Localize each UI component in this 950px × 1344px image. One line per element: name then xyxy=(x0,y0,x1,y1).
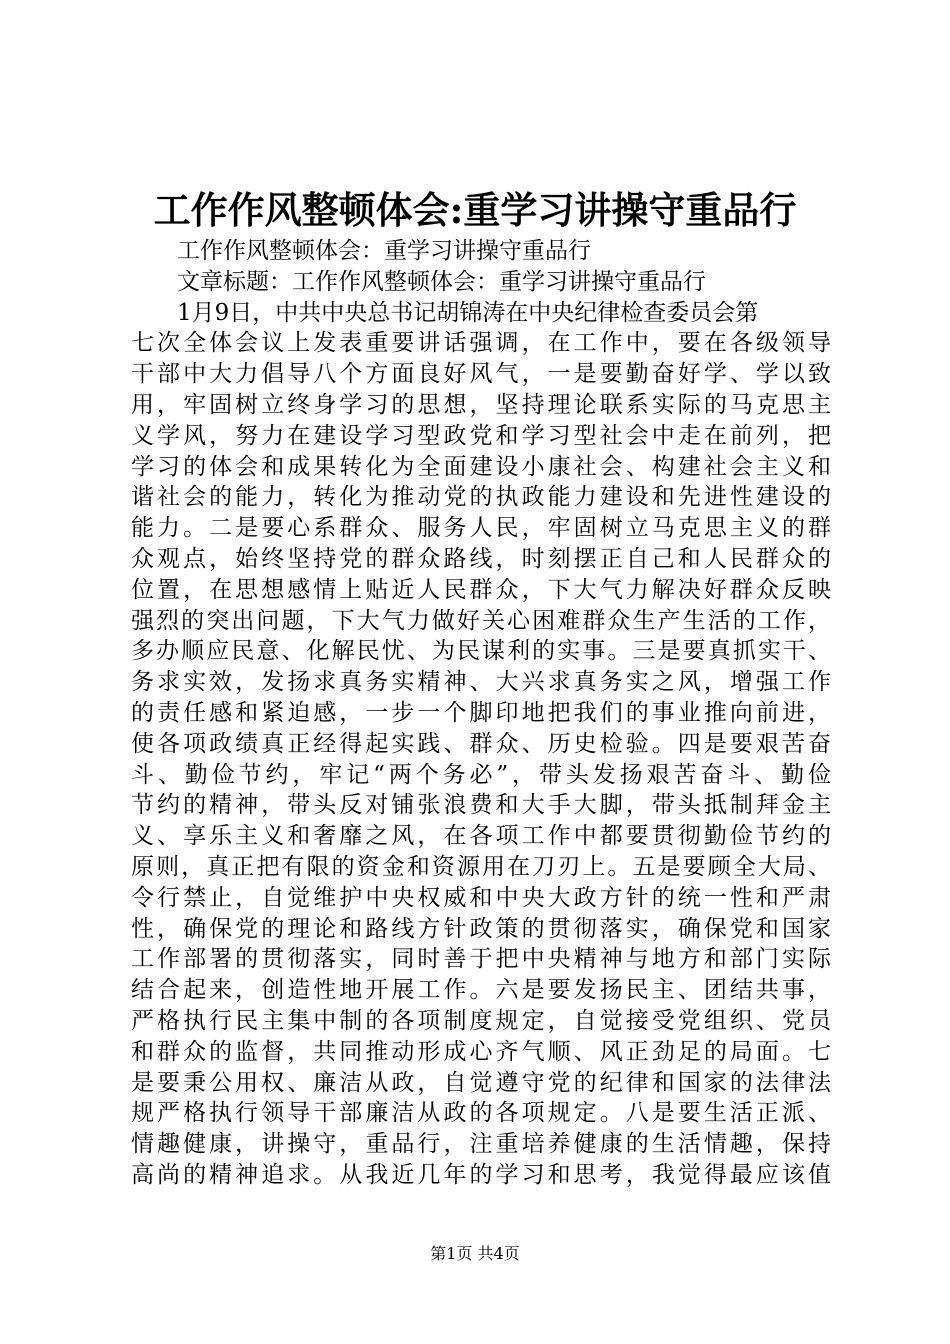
paragraph-line: 斗、勤俭节约，牢记“两个务必”，带头发扬艰苦奋斗、勤俭 xyxy=(131,761,831,788)
paragraph-line: 谐社会的能力，转化为推动党的执政能力建设和先进性建设的 xyxy=(131,484,831,511)
article-title-line: 文章标题：工作作风整顿体会：重学习讲操守重品行 xyxy=(177,268,706,295)
page-footer: 第1页 共4页 xyxy=(430,1244,520,1263)
paragraph-line: 严格执行民主集中制的各项制度规定，自觉接受党组织、党员 xyxy=(131,1007,831,1034)
paragraph-line: 情趣健康，讲操守，重品行，注重培养健康的生活情趣，保持 xyxy=(131,1131,831,1158)
paragraph-line: 务求实效，发扬求真务实精神、大兴求真务实之风，增强工作 xyxy=(131,669,831,696)
paragraph-line: 七次全体会议上发表重要讲话强调，在工作中，要在各级领导 xyxy=(131,330,831,357)
paragraph-line: 的责任感和紧迫感，一步一个脚印地把我们的事业推向前进， xyxy=(131,699,831,726)
paragraph-line: 使各项政绩真正经得起实践、群众、历史检验。四是要艰苦奋 xyxy=(131,730,831,757)
paragraph-line: 结合起来，创造性地开展工作。六是要发扬民主、团结共事， xyxy=(131,977,831,1004)
paragraph-line: 性，确保党的理论和路线方针政策的贯彻落实，确保党和国家 xyxy=(131,915,831,942)
document-title: 工作作风整顿体会:重学习讲操守重品行 xyxy=(153,188,797,232)
paragraph-line: 规严格执行领导干部廉洁从政的各项规定。八是要生活正派、 xyxy=(131,1100,831,1127)
paragraph-line: 义学风，努力在建设学习型政党和学习型社会中走在前列，把 xyxy=(131,422,831,449)
paragraph-line: 众观点，始终坚持党的群众路线，时刻摆正自己和人民群众的 xyxy=(131,545,831,572)
paragraph-line: 节约的精神，带头反对铺张浪费和大手大脚，带头抵制拜金主 xyxy=(131,792,831,819)
paragraph-line: 原则，真正把有限的资金和资源用在刀刃上。五是要顾全大局、 xyxy=(131,853,831,880)
paragraph-line: 能力。二是要心系群众、服务人民，牢固树立马克思主义的群 xyxy=(131,515,831,542)
paragraph-line: 1月9日，中共中央总书记胡锦涛在中央纪律检查委员会第 xyxy=(177,299,759,326)
paragraph-line: 多办顺应民意、化解民忧、为民谋利的实事。三是要真抓实干、 xyxy=(131,638,831,665)
paragraph-line: 强烈的突出问题，下大气力做好关心困难群众生产生活的工作， xyxy=(131,607,831,634)
subtitle-line: 工作作风整顿体会：重学习讲操守重品行 xyxy=(177,238,591,264)
paragraph-line: 用，牢固树立终身学习的思想，坚持理论联系实际的马克思主 xyxy=(131,391,831,418)
document-body xyxy=(131,236,831,1191)
paragraph-line: 干部中大力倡导八个方面良好风气，一是要勤奋好学、学以致 xyxy=(131,361,831,388)
paragraph-line: 是要秉公用权、廉洁从政，自觉遵守党的纪律和国家的法律法 xyxy=(131,1069,831,1096)
paragraph-line: 和群众的监督，共同推动形成心齐气顺、风正劲足的局面。七 xyxy=(131,1038,831,1065)
paragraph-line: 义、享乐主义和奢靡之风，在各项工作中都要贯彻勤俭节约的 xyxy=(131,823,831,850)
paragraph-line: 学习的体会和成果转化为全面建设小康社会、构建社会主义和 xyxy=(131,453,831,480)
paragraph-line: 位置，在思想感情上贴近人民群众，下大气力解决好群众反映 xyxy=(131,576,831,603)
paragraph-line: 令行禁止，自觉维护中央权威和中央大政方针的统一性和严肃 xyxy=(131,884,831,911)
paragraph-line: 工作部署的贯彻落实，同时善于把中央精神与地方和部门实际 xyxy=(131,946,831,973)
paragraph-line: 高尚的精神追求。从我近几年的学习和思考，我觉得最应该值 xyxy=(131,1161,831,1188)
